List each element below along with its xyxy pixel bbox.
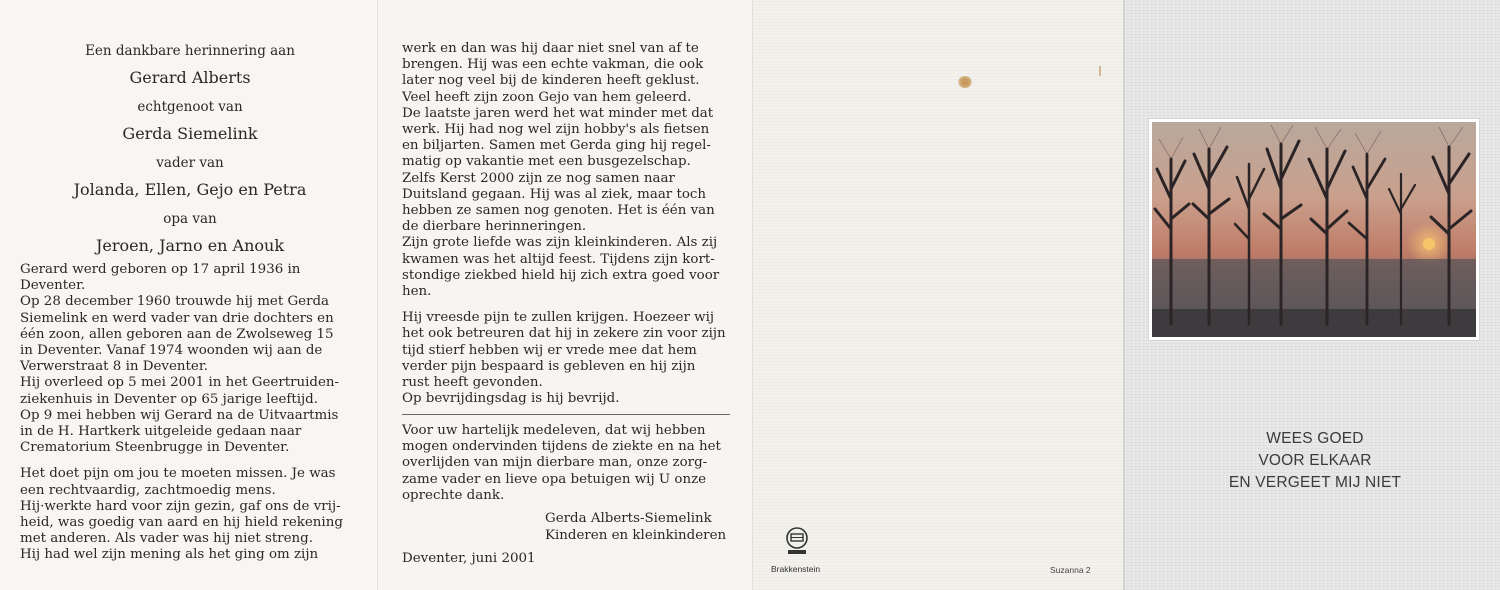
bio-line: stondige ziekbed hield hij zich extra goed voor <box>402 267 720 283</box>
grandfather-label: opa van <box>163 211 217 227</box>
bio-line: Deventer. <box>20 278 86 294</box>
bio-line: de dierbare herinneringen. <box>402 219 587 235</box>
bio-line: Siemelink en werd vader van drie dochters en <box>20 310 334 326</box>
bio-line: De laatste jaren werd het wat minder met dat <box>402 105 714 121</box>
publisher-name: Brakkenstein <box>771 564 821 574</box>
bio-line: matig op vakantie met een busgezelschap. <box>402 154 691 170</box>
bio-line: Zelfs Kerst 2000 zijn ze nog samen naar <box>402 170 675 186</box>
bio-line: verder pijn bespaard is gebleven en hij zijn <box>402 358 696 374</box>
bio-line: Hij vreesde pijn te zullen krijgen. Hoezeer wij <box>402 310 715 326</box>
grandchildren-names: Jeroen, Jarno en Anouk <box>95 236 285 255</box>
bio-line: hen. <box>402 284 432 300</box>
father-label: vader van <box>156 155 224 171</box>
bio-line: het ook betreuren dat hij in zekere zin voor zijn <box>402 326 726 342</box>
motto-line: EN VERGEET MIJ NIET <box>1228 474 1402 491</box>
inner-left-panel <box>0 0 377 590</box>
thanks-line: mogen ondervinden tijdens de ziekte en na het <box>402 439 721 455</box>
bio-line: rust heeft gevonden. <box>402 375 543 391</box>
biography-text <box>20 262 350 564</box>
bio-line: Gerard werd geboren op 17 april 1936 in <box>20 262 301 277</box>
bio-line: met anderen. Als vader was hij niet streng. <box>20 531 313 547</box>
bio-line: Hij overleed op 5 mei 2001 in het Geertruiden- <box>20 375 340 391</box>
bio-line: in de H. Hartkerk uitgeleide gedaan naar <box>20 424 302 440</box>
spouse-label: echtgenoot van <box>137 99 243 115</box>
paper-mark <box>1099 66 1101 76</box>
cover-motto <box>1140 428 1490 494</box>
thank-you-note <box>402 423 730 504</box>
spouse-name: Gerda Siemelink <box>122 124 258 143</box>
memorial-header <box>20 42 360 266</box>
bio-line: Op 28 december 1960 trouwde hij met Gerda <box>20 294 330 310</box>
place-date: Deventer, juni 2001 <box>402 551 536 566</box>
bio-line: in Deventer. Vanaf 1974 woonden wij aan de <box>20 343 323 359</box>
bio-line: Veel heeft zijn zoon Gejo van hem geleerd. <box>402 89 692 105</box>
bio-line: Op bevrijdingsdag is hij bevrijd. <box>402 391 620 407</box>
children-names: Jolanda, Ellen, Gejo en Petra <box>73 180 307 199</box>
bio-line: brengen. Hij was een echte vakman, die ook <box>402 57 704 73</box>
bio-line: werk. Hij had nog wel zijn hobby's als fietsen <box>402 122 710 138</box>
intro-line: Een dankbare herinnering aan <box>85 43 295 59</box>
bio-line: hebben ze samen nog genoten. Het is één van <box>402 203 715 219</box>
bio-line: tijd stierf hebben wij er vrede mee dat hem <box>402 342 697 358</box>
bio-line: Verwerstraat 8 in Deventer. <box>20 359 209 375</box>
motto-line: WEES GOED <box>1266 430 1364 447</box>
bio-line: Het doet pijn om jou te moeten missen. Je was <box>20 466 336 482</box>
bio-line: Crematorium Steenbrugge in Deventer. <box>20 440 290 456</box>
bio-line: werk en dan was hij daar niet snel van af te <box>402 41 699 56</box>
signature-name: Gerda Alberts-Siemelink <box>545 511 712 526</box>
bio-line: heid, was goedig van aard en hij hield rekening <box>20 515 343 531</box>
biography-continued <box>402 41 730 407</box>
signature-family: Kinderen en kleinkinderen <box>545 528 727 543</box>
bio-line: en biljarten. Samen met Gerda ging hij regel- <box>402 138 711 154</box>
card-model: Suzanna 2 <box>1050 565 1091 575</box>
bio-line: een rechtvaardig, zachtmoedig mens. <box>20 482 276 498</box>
divider-line <box>402 414 730 415</box>
signature-block <box>545 510 726 544</box>
bio-line: kwamen was het altijd feest. Tijdens zijn kort- <box>402 251 715 267</box>
bio-line: één zoon, allen geboren aan de Zwolseweg 15 <box>20 326 334 342</box>
bio-line: Duitsland gegaan. Hij was al ziek, maar toch <box>402 186 707 202</box>
bio-line: Hij·werkte hard voor zijn gezin, gaf ons de vrij- <box>20 498 341 514</box>
bio-line: Zijn grote liefde was zijn kleinkinderen. Als zij <box>402 235 718 251</box>
deceased-name: Gerard Alberts <box>129 68 251 87</box>
thanks-line: Voor uw hartelijk medeleven, dat wij hebben <box>402 423 706 438</box>
sunset-trees-photo <box>1149 119 1479 340</box>
motto-line: VOOR ELKAAR <box>1258 452 1372 469</box>
thanks-line: overlijden van mijn dierbare man, onze zorg- <box>402 455 708 471</box>
bio-line: Op 9 mei hebben wij Gerard na de Uitvaartmis <box>20 407 339 423</box>
back-panel <box>752 0 1123 590</box>
paper-stain <box>958 76 972 88</box>
bio-line: ziekenhuis in Deventer op 65 jarige leeftijd. <box>20 391 318 407</box>
bio-line: Hij had wel zijn mening als het ging om zijn <box>20 547 319 563</box>
thanks-line: oprechte dank. <box>402 487 505 503</box>
bio-line: later nog veel bij de kinderen heeft geklust. <box>402 73 700 89</box>
publisher-logo-icon <box>784 526 810 556</box>
thanks-line: zame vader en lieve opa betuigen wij U onze <box>402 471 707 487</box>
